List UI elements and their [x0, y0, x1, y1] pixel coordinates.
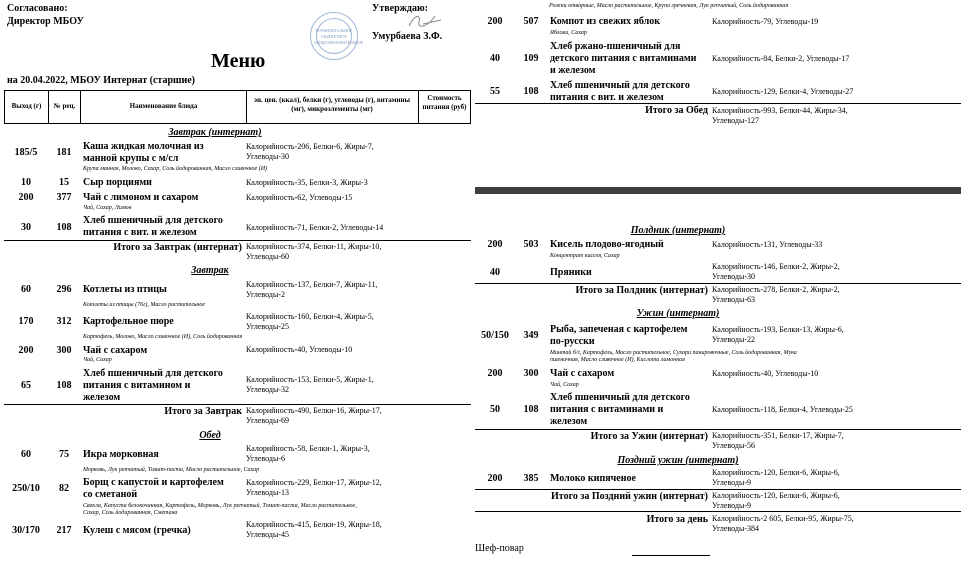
row-nutrition-2: Углеводы-45 [246, 530, 289, 539]
row-dish-name: Хлеб пшеничный для детского [83, 215, 223, 226]
row-composition-2: Сахар, Соль йодированная, Сметана [83, 510, 178, 516]
row-composition: Чай, Сахар [83, 357, 112, 363]
total-label: Итого за Завтрак [164, 406, 242, 417]
row-nutrition: Калорийность-206, Белки-6, Жиры-7, [246, 142, 374, 151]
seal-text-1: МУНИЦИПАЛЬНОЕ [315, 28, 353, 33]
total-nutrition-2: Углеводы-127 [712, 116, 759, 125]
total-label: Итого за Ужин (интернат) [590, 431, 708, 442]
row-nutrition-2: Углеводы-9 [712, 478, 751, 487]
row-nutrition: Калорийность-40, Углеводы-10 [712, 369, 819, 378]
row-nutrition: Калорийность-193, Белки-13, Жиры-6, [712, 325, 844, 334]
divider [4, 404, 471, 405]
row-yield: 200 [487, 16, 503, 27]
row-nutrition: Калорийность-40, Углеводы-10 [246, 345, 353, 354]
row-nutrition-2: Углеводы-6 [246, 454, 285, 463]
total-nutrition: Калорийность-351, Белки-17, Жиры-7, [712, 431, 844, 440]
row-nutrition: Калорийность-71, Белки-2, Углеводы-14 [246, 223, 384, 232]
row-nutrition: Калорийность-84, Белки-2, Углеводы-17 [712, 54, 850, 63]
page-separator [475, 187, 961, 194]
row-composition: Минтай б/г, Картофель, Масло растительное, Сухари панировочные, Соль йодированная, Мука [550, 350, 797, 356]
divider [475, 429, 961, 430]
row-composition: Морковь, Лук репчатый, Томат-паста, Масло растительное, Сахар [83, 467, 260, 473]
row-nutrition-2: Углеводы-30 [246, 152, 289, 161]
row-yield: 250/10 [12, 483, 40, 494]
row-nutrition: Калорийность-415, Белки-19, Жиры-18, [246, 520, 382, 529]
row-yield: 65 [21, 380, 31, 391]
row-composition-2: пшеничная, Масло сливочное (И), Кислота лимонная [550, 357, 685, 363]
row-recipe: 15 [59, 177, 69, 188]
total-nutrition: Калорийность-374, Белки-11, Жиры-10, [246, 242, 382, 251]
row-nutrition: Калорийность-229, Белки-17, Жиры-12, [246, 478, 382, 487]
row-recipe: 108 [523, 404, 539, 415]
row-nutrition-2: Углеводы-30 [712, 272, 755, 281]
row-yield: 40 [490, 267, 500, 278]
row-dish-name: Картофельное пюре [83, 316, 174, 327]
row-dish-name: Борщ с капустой и картофелем [83, 477, 224, 488]
total-label: Итого за Обед [645, 105, 708, 116]
row-nutrition: Калорийность-58, Белки-1, Жиры-3, [246, 444, 370, 453]
row-nutrition: Калорийность-118, Белки-4, Углеводы-25 [712, 405, 853, 414]
divider [475, 283, 961, 284]
total-nutrition-2: Углеводы-384 [712, 524, 759, 533]
row-dish-name-2: питания с вит. и железом [83, 227, 197, 238]
row-yield: 60 [21, 284, 31, 295]
total-nutrition-2: Углеводы-69 [246, 416, 289, 425]
seal-stamp [310, 12, 364, 60]
total-nutrition-2: Углеводы-60 [246, 252, 289, 261]
total-nutrition: Калорийность-2 605, Белки-95, Жиры-75, [712, 514, 854, 523]
row-dish-name: Икра морковная [83, 449, 159, 460]
total-nutrition: Калорийность-993, Белки-44, Жиры-34, [712, 106, 848, 115]
row-recipe: 75 [59, 449, 69, 460]
row-dish-name: Хлеб ржано-пшеничный для [550, 41, 681, 52]
table-vline [470, 90, 471, 124]
total-label: Итого за Завтрак (интернат) [113, 242, 242, 253]
row-dish-name: Сыр порциями [83, 177, 152, 188]
divider [475, 489, 961, 490]
total-nutrition-2: Углеводы-56 [712, 441, 755, 450]
row-composition: Котлеты из птицы (76г), Масло растительное [83, 302, 206, 308]
row-dish-name: Чай с сахаром [550, 368, 615, 379]
total-label: Итого за Поздний ужин (интернат) [551, 491, 708, 502]
total-nutrition: Калорийность-278, Белки-2, Жиры-2, [712, 285, 840, 294]
total-label: Итого за день [646, 514, 708, 525]
row-yield: 200 [18, 192, 34, 203]
divider [475, 103, 961, 104]
row-dish-name-2: питания с вит. и железом [550, 92, 664, 103]
section-lunch: Обед [199, 430, 221, 441]
row-recipe: 181 [56, 147, 72, 158]
col-header-yield: Выход (г) [11, 102, 42, 110]
table-head-border [4, 123, 471, 124]
row-yield: 30/170 [12, 525, 40, 536]
row-yield: 200 [18, 345, 34, 356]
row-dish-name: Молоко кипяченое [550, 473, 636, 484]
row-nutrition: Калорийность-62, Углеводы-15 [246, 193, 353, 202]
row-dish-name-2: питания с витамином и [83, 380, 191, 391]
section-snack: Полдник (интернат) [630, 225, 726, 236]
row-nutrition-2: Углеводы-25 [246, 322, 289, 331]
section-late-dinner: Поздний ужин (интернат) [617, 455, 739, 466]
row-composition: Чай, Сахар [550, 382, 579, 388]
row-nutrition: Калорийность-160, Белки-4, Жиры-5, [246, 312, 374, 321]
row-yield: 170 [18, 316, 34, 327]
signer-name: Умурбаева З.Ф. [372, 31, 443, 42]
divider [4, 240, 471, 241]
row-recipe: 108 [523, 86, 539, 97]
row-dish-name: Чай с лимоном и сахаром [83, 192, 199, 203]
row-composition: Яблоки, Сахар [550, 30, 587, 36]
row-dish-name-3: железом [550, 416, 588, 427]
row-yield: 10 [21, 177, 31, 188]
row-nutrition: Калорийность-35, Белки-3, Жиры-3 [246, 178, 368, 187]
row-yield: 200 [487, 473, 503, 484]
row-recipe: 109 [523, 53, 539, 64]
row-dish-name: Рыба, запеченая с картофелем [550, 324, 688, 335]
row-nutrition: Калорийность-153, Белки-5, Жиры-1, [246, 375, 374, 384]
section-breakfast: Завтрак [191, 265, 229, 276]
divider [475, 511, 961, 512]
row-dish-name-3: железом [83, 392, 121, 403]
col-header-nutrition: эн. цен. (ккал), белки (г), углеводы (г), витамины (мг), микроэлементы (мг) [253, 96, 411, 113]
row-nutrition-2: Углеводы-2 [246, 290, 285, 299]
row-yield: 185/5 [14, 147, 38, 158]
row-yield: 60 [21, 449, 31, 460]
row-nutrition: Калорийность-79, Углеводы-19 [712, 17, 819, 26]
row-dish-name-2: детского питания с витаминами [550, 53, 697, 64]
row-yield: 50 [490, 404, 500, 415]
row-nutrition-2: Углеводы-22 [712, 335, 755, 344]
signature-line [632, 555, 710, 556]
row-recipe: 300 [523, 368, 539, 379]
row-yield: 200 [487, 368, 503, 379]
table-vline [246, 90, 247, 124]
row-dish-name-2: со сметаной [83, 489, 138, 500]
row-composition: Крупа манная, Молоко, Сахар, Соль йодированная, Масло сливочное (И) [83, 166, 268, 172]
col-header-recipe: № рец. [53, 102, 76, 110]
row-composition-cut: Рожки отварные, Масло растительное, Крупа гречневая, Лук репчатый, Соль йодированная [549, 3, 789, 9]
row-recipe: 385 [523, 473, 539, 484]
row-dish-name: Хлеб пшеничный для детского [550, 392, 690, 403]
row-dish-name-2: по-русски [550, 336, 595, 347]
row-yield: 200 [487, 239, 503, 250]
total-nutrition: Калорийность-120, Белки-6, Жиры-6, [712, 491, 840, 500]
chef-label: Шеф-повар [475, 543, 524, 554]
row-recipe: 108 [56, 222, 72, 233]
row-nutrition-2: Углеводы-32 [246, 385, 289, 394]
seal-text-2: БЮДЖЕТНОЕ [321, 34, 347, 39]
row-recipe: 377 [56, 192, 72, 203]
row-composition: Чай, Сахар, Лимон [83, 205, 132, 211]
row-recipe: 108 [56, 380, 72, 391]
confirm-label: Утверждаю: [372, 3, 428, 14]
row-yield: 55 [490, 86, 500, 97]
row-nutrition: Калорийность-129, Белки-4, Углеводы-27 [712, 87, 854, 96]
row-recipe: 312 [56, 316, 72, 327]
total-label: Итого за Полдник (интернат) [575, 285, 708, 296]
row-nutrition-2: Углеводы-13 [246, 488, 289, 497]
row-recipe: 82 [59, 483, 69, 494]
row-recipe: 507 [523, 16, 539, 27]
section-breakfast-internat: Завтрак (интернат) [168, 127, 262, 138]
row-composition: Картофель, Молоко, Масло сливочное (И), Соль йодированная [83, 334, 243, 340]
row-nutrition: Калорийность-146, Белки-2, Жиры-2, [712, 262, 840, 271]
total-nutrition-2: Углеводы-9 [712, 501, 751, 510]
row-dish-name: Чай с сахаром [83, 345, 148, 356]
row-recipe: 503 [523, 239, 539, 250]
row-recipe: 349 [523, 330, 539, 341]
row-yield: 40 [490, 53, 500, 64]
row-dish-name: Котлеты из птицы [83, 284, 167, 295]
signature-icon [405, 10, 445, 30]
row-recipe: 296 [56, 284, 72, 295]
total-nutrition: Калорийность-490, Белки-16, Жиры-17, [246, 406, 382, 415]
seal-text-3: ОБЩЕОБРАЗОВАТЕЛЬНОЕ [314, 40, 364, 45]
approved-label: Согласовано: [7, 3, 68, 14]
row-yield: 30 [21, 222, 31, 233]
director-label: Директор МБОУ [7, 16, 84, 27]
col-header-cost: Стоимость питания (руб) [422, 94, 467, 111]
date-line: на 20.04.2022, МБОУ Интернат (старшие) [7, 75, 196, 86]
row-dish-name: Пряники [550, 267, 592, 278]
row-dish-name: Хлеб пшеничный для детского [83, 368, 223, 379]
row-nutrition: Калорийность-131, Углеводы-33 [712, 240, 823, 249]
row-dish-name: Кулеш с мясом (гречка) [83, 525, 191, 536]
page-title: Меню [211, 50, 266, 72]
row-dish-name: Каша жидкая молочная из [83, 141, 204, 152]
row-composition: Концентрат киселя, Сахар [550, 253, 620, 259]
row-dish-name-3: и железом [550, 65, 596, 76]
row-yield: 50/150 [481, 330, 509, 341]
row-dish-name: Хлеб пшеничный для детского [550, 80, 690, 91]
row-nutrition: Калорийность-120, Белки-6, Жиры-6, [712, 468, 840, 477]
col-header-name: Наименование блюда [129, 102, 198, 110]
row-recipe: 300 [56, 345, 72, 356]
table-top-border [4, 90, 471, 91]
row-dish-name-2: питания с витаминами и [550, 404, 664, 415]
section-dinner: Ужин (интернат) [636, 308, 720, 319]
row-recipe: 217 [56, 525, 72, 536]
row-composition: Свекла, Капуста белокочанная, Картофель, Морковь, Лук репчатый, Томат-паста, Масло растительное, [83, 503, 357, 509]
row-dish-name: Компот из свежих яблок [550, 16, 661, 27]
total-nutrition-2: Углеводы-63 [712, 295, 755, 304]
row-dish-name-2: манной крупы с м/сл [83, 153, 179, 164]
row-dish-name: Кисель плодово-ягодный [550, 239, 664, 250]
row-nutrition: Калорийность-137, Белки-7, Жиры-11, [246, 280, 378, 289]
